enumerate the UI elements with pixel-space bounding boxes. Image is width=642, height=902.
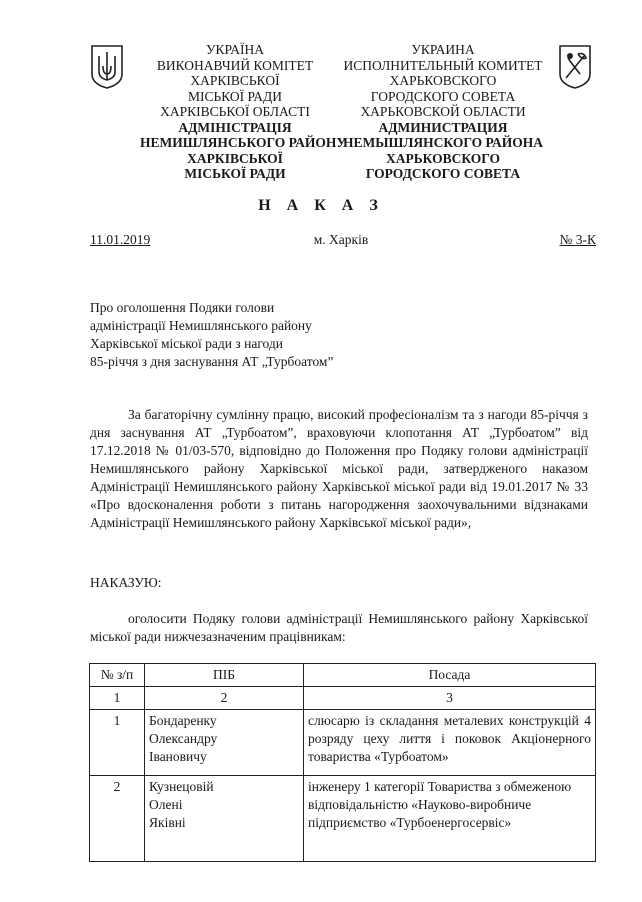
header-left-bold-line: МІСЬКОЇ РАДИ [184,166,286,181]
row-position: слюсарю із складання металевих конструкцій 4 розряду цеху лиття і поковок Акціонерного товариства «Турбоатом» [304,710,596,776]
table-colnum-row [90,687,596,710]
header-right-line: ГОРОДСКОГО СОВЕТА [370,88,516,104]
header-left-line: УКРАЇНА [205,42,265,57]
row-number: 1 [90,710,145,776]
colnum-cell: 2 [145,687,304,710]
name-line: Яківні [149,815,186,830]
subject-line: Харківської міської ради з нагоди [90,336,283,351]
name-line: Бондаренку [149,713,217,728]
order-word: НАКАЗУЮ: [90,575,162,590]
preamble-paragraph: За багаторічну сумлінну працю, високий професіоналізм та з нагоди 85-річчя з дня заснування АТ „Турбоатом”, враховуючи клопотання АТ „Турбоатом” від 17.12.2018 № 01/03-570, відповідно до Положення про Подяку голови адміністрації Немишлянського району Харківської міської ради, затвердженого наказом Адміністрації Немишлянського району Харківської міської ради від 19.01.2017 № 33 «Про вдосконалення роботи з питань нагородження заохочувальними відзнаками Адміністрації Немишлянського району Харківської міської ради», [90,407,588,530]
colnum-cell: 1 [90,687,145,710]
header-left-bold-line: АДМІНІСТРАЦІЯ [178,119,292,135]
row-position: інженеру 1 категорії Товариства з обмеженою відповідальністю «Науково-виробниче підприємство «Турбоенергосервіс» [304,776,596,862]
header-right-bold-line: АДМИНИСТРАЦИЯ [378,119,508,135]
document-title: Н А К А З [258,197,384,214]
header-cell-number: № з/п [90,664,145,687]
order-paragraph: оголосити Подяку голови адміністрації Немишлянського району Харківської міської ради нижчезазначеним працівникам: [90,611,588,644]
header-right [337,42,549,182]
name-line: Олені [149,797,183,812]
header-left-line: ХАРКІВСЬКОЇ [190,73,280,88]
name-line: Олександру [149,731,218,746]
document-date: 11.01.2019 [90,232,151,247]
document-number: № 3-К [559,232,596,247]
header-left-bold-line: ХАРКІВСЬКОЇ [187,150,283,166]
colnum-cell: 3 [304,687,596,710]
subject-line: Про оголошення Подяки голови [90,300,275,315]
header-right-bold-line: ГОРОДСКОГО СОВЕТА [365,166,521,181]
kharkiv-city-coat-of-arms-icon [558,44,592,90]
subject-line: 85-річчя з дня заснування АТ „Турбоатом” [90,354,334,369]
document-place: м. Харків [313,232,369,247]
trident-coat-of-arms-icon [90,44,124,90]
header-right-line: ХАРЬКОВСКОГО [389,73,497,88]
header-right-bold-line: ХАРЬКОВСКОГО [385,150,501,166]
header-cell-name: ПІБ [145,664,304,687]
header-right-bold-line: НЕМЫШЛЯНСКОГО РАЙОНА [343,135,543,150]
header-left-line: ВИКОНАВЧИЙ КОМІТЕТ [156,57,314,73]
header-left-bold-line: НЕМИШЛЯНСЬКОГО РАЙОНУ [140,135,347,150]
header-right-line: УКРАИНА [411,42,475,57]
header-left [140,42,347,182]
header-cell-position: Посада [304,664,596,687]
name-line: Івановичу [149,749,207,764]
header-right-line: ХАРЬКОВСКОЙ ОБЛАСТИ [360,104,526,119]
staff-table [89,663,596,862]
name-line: Кузнецовій [149,779,214,794]
table-header-row [90,664,596,687]
table-row [90,710,596,776]
header-left-line: МІСЬКОЇ РАДИ [187,88,283,104]
header-right-line: ИСПОЛНИТЕЛЬНЫЙ КОМИТЕТ [343,57,543,73]
header-left-line: ХАРКІВСЬКОЇ ОБЛАСТІ [160,104,310,119]
row-number: 2 [90,776,145,862]
subject-line: адміністрації Немишлянського району [90,318,312,333]
row-name [145,776,304,862]
document-subject [90,299,333,371]
table-row [90,776,596,862]
row-name [145,710,304,776]
